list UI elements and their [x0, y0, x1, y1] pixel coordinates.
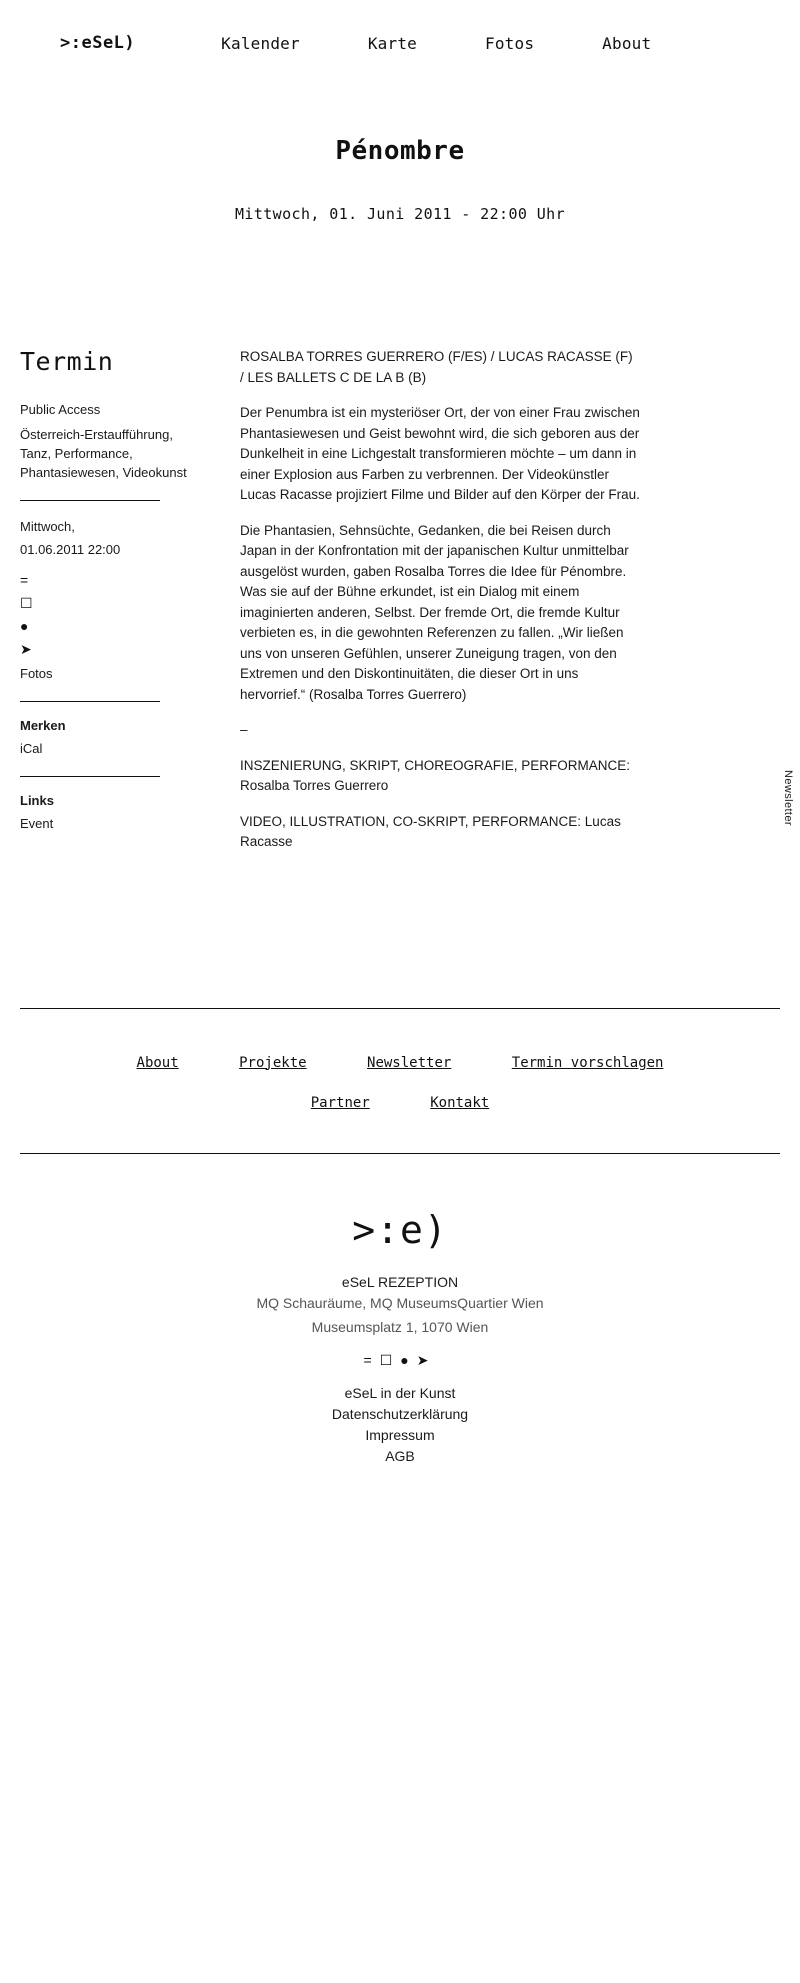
nav-item-kalender[interactable]: Kalender	[221, 33, 300, 53]
article-paragraph-2: Die Phantasien, Sehnsüchte, Gedanken, die bei Reisen durch Japan in der Konfrontation mit der japanischen Kultur unmittelbar ausgelöst wurden, gaben Rosalba Torres die Idee für Pénombre. Was sie auf der Bühne erkundet, ist ein Dialog mit einem imaginierten anderen, Selbst. Der fremde Ort, die fremde Kultur verbieten es, in die gewohnten Referenzen zu fallen. „Wir ließen uns von unseren Gefühlen, unserer Zuneigung tragen, von den Extremen und den Diskontinuitäten, die dieser Ort in uns hervorrief.“ (Rosalba Torres Guerrero)	[240, 522, 629, 702]
footer-legal-datenschutz[interactable]: Datenschutzerklärung	[331, 1405, 469, 1422]
footer-org-name: eSeL REZEPTION	[341, 1273, 459, 1290]
footer-social-list	[0, 1352, 800, 1369]
article-dash: –	[240, 722, 248, 737]
footer-logo: >:e)	[352, 1207, 448, 1252]
sidebar-date-line2: 01.06.2011 22:00	[20, 542, 121, 557]
main-nav	[187, 34, 685, 53]
sidebar-divider-2	[20, 701, 160, 702]
sidebar-divider-1	[20, 500, 160, 501]
nav-item-fotos[interactable]: Fotos	[485, 33, 535, 53]
telegram-icon[interactable]: ➤	[416, 1351, 437, 1368]
footer-link-projekte[interactable]: Projekte	[239, 1054, 307, 1071]
footer-navigation	[0, 1009, 800, 1153]
article-credit-1: INSZENIERUNG, SKRIPT, CHOREOGRAFIE, PERFORMANCE: Rosalba Torres Guerrero	[240, 757, 631, 793]
nav-item-karte[interactable]: Karte	[367, 33, 417, 53]
sidebar-date-line1: Mittwoch,	[20, 519, 75, 534]
footer-link-termin-vorschlagen[interactable]: Termin vorschlagen	[511, 1054, 664, 1071]
site-logo-link[interactable]: >:eSeL)	[60, 33, 136, 53]
newsletter-tab[interactable]: Newsletter	[782, 770, 794, 826]
telegram-icon[interactable]: ➤	[20, 641, 32, 657]
sidebar-link-event[interactable]: Event	[20, 816, 54, 831]
footer-link-about[interactable]: About	[136, 1054, 179, 1071]
event-datetime: Mittwoch, 01. Juni 2011 - 22:00 Uhr	[234, 205, 566, 223]
sidebar-ical[interactable]: iCal	[20, 741, 43, 756]
facebook-icon[interactable]: =	[363, 1351, 380, 1368]
event-sidebar	[20, 347, 205, 868]
nav-item-about[interactable]: About	[602, 33, 652, 53]
footer-legal-impressum[interactable]: Impressum	[365, 1426, 435, 1443]
page-title: Pénombre	[335, 136, 465, 166]
footer-address-line1: MQ Schauräume, MQ MuseumsQuartier Wien	[256, 1294, 544, 1311]
sidebar-divider-3	[20, 776, 160, 777]
instagram-icon[interactable]: ☐	[20, 595, 33, 611]
sidebar-links-heading: Links	[20, 793, 54, 808]
footer-legal-agb[interactable]: AGB	[385, 1447, 415, 1464]
footer-link-partner[interactable]: Partner	[310, 1094, 370, 1111]
article-credit-2: VIDEO, ILLUSTRATION, CO-SKRIPT, PERFORMANCE: Lucas Racasse	[240, 813, 621, 849]
sidebar-share-label: Fotos	[20, 666, 53, 681]
twitter-icon[interactable]: ●	[20, 618, 29, 634]
footer-brand-block	[0, 1154, 800, 1467]
sidebar-social-list	[20, 573, 205, 656]
sidebar-heading: Termin	[20, 347, 114, 376]
top-navigation	[0, 0, 800, 64]
sidebar-tags: Österreich-Erstaufführung, Tanz, Performance, Phantasiewesen, Videokunst	[20, 427, 187, 480]
content-area	[0, 347, 800, 868]
facebook-icon[interactable]: =	[20, 572, 29, 588]
instagram-icon[interactable]: ☐	[379, 1351, 401, 1368]
event-article	[240, 347, 640, 868]
article-paragraph-1: Der Penumbra ist ein mysteriöser Ort, der von einer Frau zwischen Phantasiewesen und Geist bewohnt wird, die sich geboren aus der Dunkelheit in eine Lichgestalt transformieren möchte – um dann in einer Explosion aus Farben zu verbrennen. Der Videokünstler Lucas Racasse projiziert Filme und Bilder auf den Körper der Frau.	[240, 405, 640, 502]
sidebar-access: Public Access	[20, 402, 101, 417]
footer-legal-links	[0, 1383, 800, 1467]
article-credits-head: ROSALBA TORRES GUERRERO (F/ES) / LUCAS RACASSE (F) / LES BALLETS C DE LA B (B)	[240, 349, 633, 385]
footer-address-line2: Museumsplatz 1, 1070 Wien	[311, 1318, 489, 1335]
sidebar-merken[interactable]: Merken	[20, 718, 66, 733]
twitter-icon[interactable]: ●	[400, 1351, 417, 1368]
footer-legal-esel-in-der-kunst[interactable]: eSeL in der Kunst	[344, 1384, 456, 1401]
footer-link-kontakt[interactable]: Kontakt	[430, 1094, 490, 1111]
footer-link-newsletter[interactable]: Newsletter	[367, 1054, 452, 1071]
